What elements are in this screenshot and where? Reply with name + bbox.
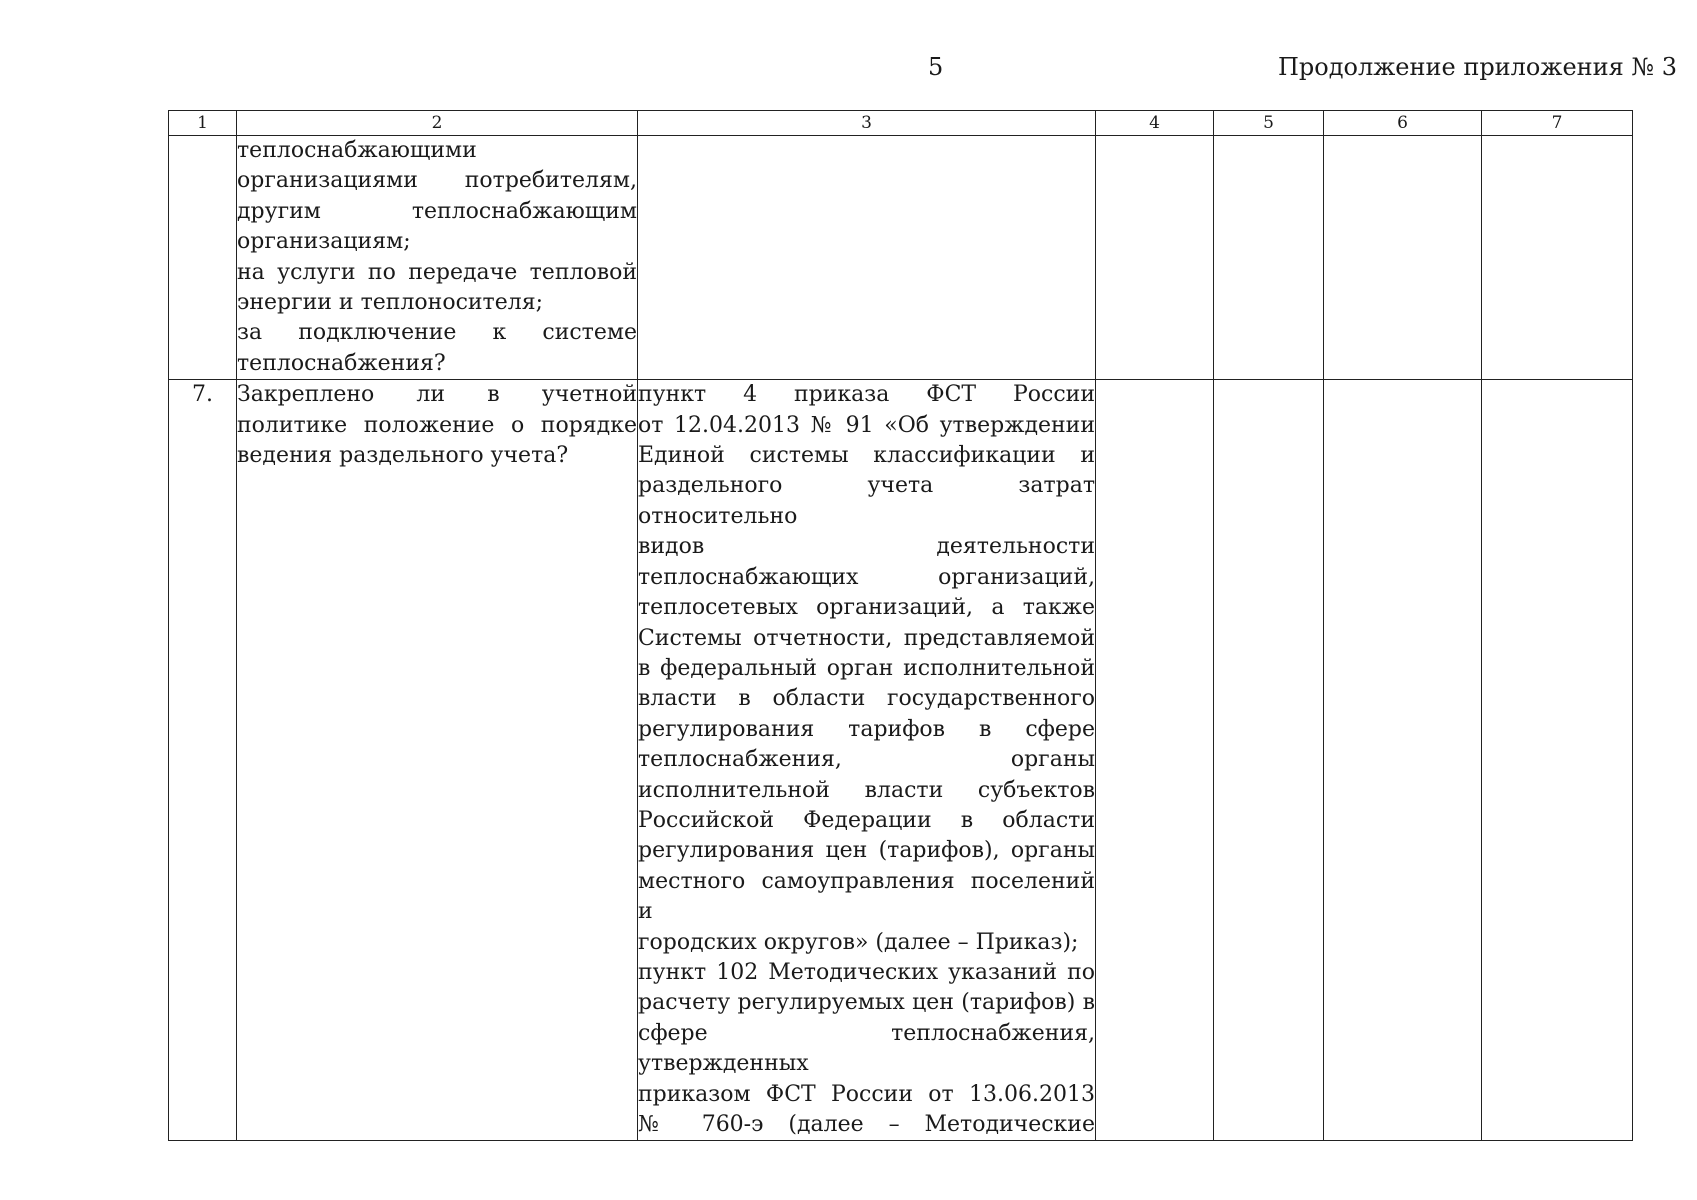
text-line: ведения раздельного учета? [237,443,569,469]
text-line: регулирования цен (тарифов), органы [638,838,1095,864]
text-line: местного самоуправления поселений и [638,868,1095,925]
reference-cell [638,380,1096,1141]
text-line: на услуги по передаче тепловой [237,259,637,285]
text-line: № 760-э (далее – Методические [638,1112,1095,1137]
empty-cell [1096,136,1214,380]
text-line: политике положение о порядке [237,412,637,438]
column-header-2: 2 [237,111,638,136]
text-line: регулирования тарифов в сфере [638,716,1095,742]
empty-cell [1482,380,1633,1141]
text-line: организациями потребителям, [237,168,637,194]
text-line: видов деятельности [638,534,1095,560]
text-line: теплоснабжающими [237,138,477,163]
text-line: энергии и теплоносителя; [237,290,544,316]
text-line: теплоснабжающих организаций, [638,564,1095,590]
table-row [169,136,1633,380]
text-line: теплоснабжения, органы [638,747,1095,773]
text-line: теплосетевых организаций, а также [638,595,1095,621]
column-header-3: 3 [638,111,1096,136]
text-line: городских округов» (далее – Приказ); [638,929,1079,955]
column-number-row [169,111,1633,136]
text-line: исполнительной власти субъектов [638,777,1095,803]
column-header-4: 4 [1096,111,1214,136]
text-line: теплоснабжения? [237,350,446,376]
question-cell [237,380,638,1141]
empty-cell [1214,380,1324,1141]
text-line: пункт 4 приказа ФСТ России [638,382,1095,408]
row-number [169,136,237,380]
text-line: другим теплоснабжающим [237,198,637,224]
text-line: Системы отчетности, представляемой [638,625,1095,651]
appendix-continuation-label: Продолжение приложения № 3 [1278,53,1678,81]
empty-cell [1096,380,1214,1141]
text-line: приказом ФСТ России от 13.06.2013 [638,1081,1095,1107]
page-number: 5 [928,53,944,81]
text-line: Единой системы классификации и [638,443,1095,469]
text-line: в федеральный орган исполнительной [638,655,1095,681]
text-line: Российской Федерации в области [638,807,1095,833]
text-line: расчету регулируемых цен (тарифов) в [638,990,1095,1016]
empty-cell [1482,136,1633,380]
text-line: Закреплено ли в учетной [237,382,637,408]
text-line: раздельного учета затрат относительно [638,473,1095,529]
table-row [169,380,1633,1141]
audit-table [168,110,1633,1141]
empty-cell [1214,136,1324,380]
empty-cell [1324,380,1482,1141]
text-line: организациям; [237,229,411,255]
column-header-5: 5 [1214,111,1324,136]
reference-cell [638,136,1096,380]
text-line: пункт 102 Методических указаний по [638,959,1095,985]
text-line: от 12.04.2013 № 91 «Об утверждении [638,412,1095,438]
text-line: сфере теплоснабжения, утвержденных [638,1020,1095,1077]
row-number: 7. [169,380,237,1141]
text-line: за подключение к системе [237,320,637,346]
text-line: власти в области государственного [638,686,1095,712]
empty-cell [1324,136,1482,380]
column-header-6: 6 [1324,111,1482,136]
question-cell [237,136,638,380]
column-header-1: 1 [169,111,237,136]
column-header-7: 7 [1482,111,1633,136]
